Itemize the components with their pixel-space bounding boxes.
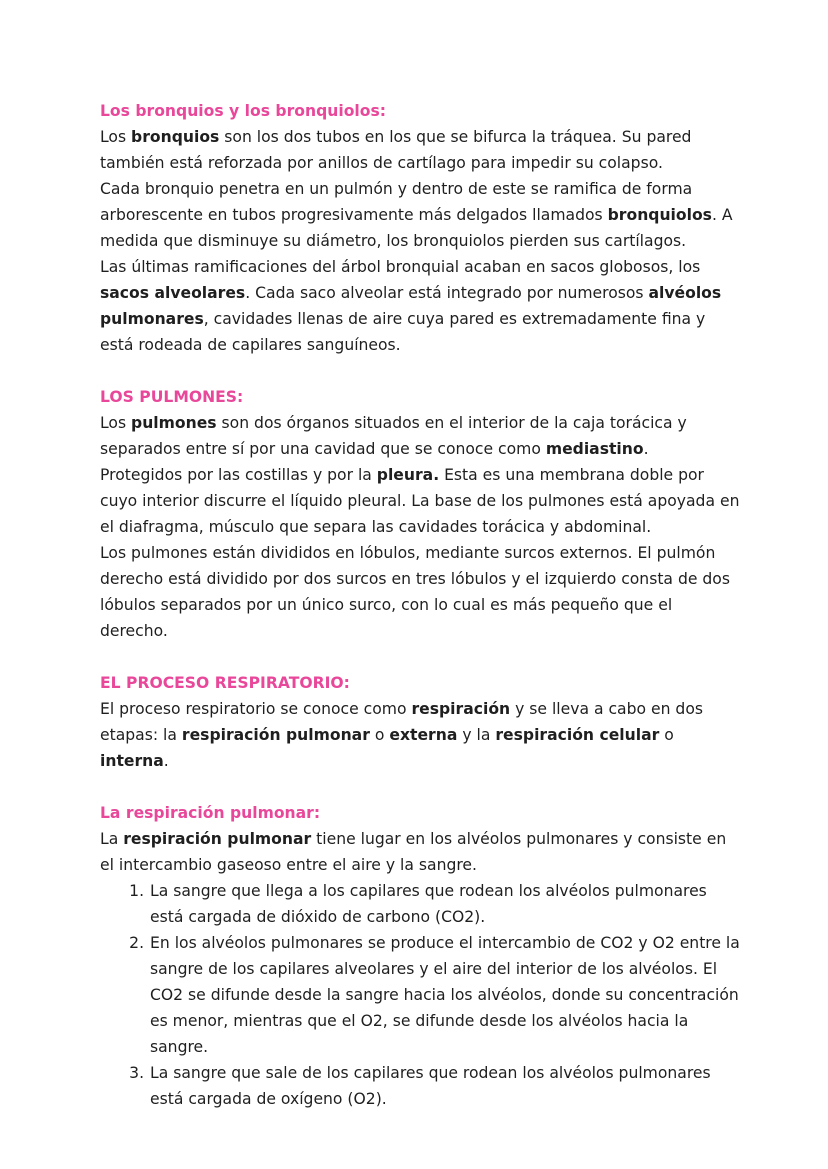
section-bronquios [100, 98, 740, 358]
paragraph: El proceso respiratorio se conoce como respiración y se lleva a cabo en dos etapas: la respiración pulmonar o externa y la respiración celular o interna. [100, 700, 703, 770]
paragraph: Cada bronquio penetra en un pulmón y dentro de este se ramifica de forma arborescente en tubos progresivamente más delgados llamados bronquiolos. A medida que disminuye su diámetro, los bronquiolos pierden sus cartílagos. [100, 180, 733, 250]
section-respiracion-pulmonar [100, 800, 740, 1112]
list-item: 2. En los alvéolos pulmonares se produce el intercambio de CO2 y O2 entre la sangre de los capilares alveolares y el aire del interior de los alvéolos. El CO2 se difunde desde la sangre hacia los alvéolos, donde su concentración es menor, mientras que el O2, se difunde desde los alvéolos hacia la sangre. [149, 930, 740, 1060]
section-heading: Los bronquios y los bronquiolos: [100, 102, 386, 120]
list-item: 3. La sangre que sale de los capilares que rodean los alvéolos pulmonares está cargada de oxígeno (O2). [149, 1060, 740, 1112]
section-pulmones [100, 384, 740, 644]
document-page [100, 98, 740, 1138]
section-heading: La respiración pulmonar: [100, 804, 321, 822]
paragraph: La respiración pulmonar tiene lugar en los alvéolos pulmonares y consiste en el intercambio gaseoso entre el aire y la sangre. [100, 830, 727, 874]
list-item: 1. La sangre que llega a los capilares que rodean los alvéolos pulmonares está cargada de dióxido de carbono (CO2). [149, 878, 740, 930]
paragraph: Los pulmones están divididos en lóbulos, mediante surcos externos. El pulmón derecho está dividido por dos surcos en tres lóbulos y el izquierdo consta de dos lóbulos separados por un único surco, con lo cual es más pequeño que el derecho. [100, 544, 730, 640]
paragraph: Las últimas ramificaciones del árbol bronquial acaban en sacos globosos, los sacos alveolares. Cada saco alveolar está integrado por numerosos alvéolos pulmonares, cavidades llenas de aire cuya pared es extremadamente fina y está rodeada de capilares sanguíneos. [100, 258, 722, 354]
numbered-list [100, 878, 740, 1112]
paragraph: Los pulmones son dos órganos situados en el interior de la caja torácica y separados entre sí por una cavidad que se conoce como mediastino. [100, 414, 687, 458]
section-heading: EL PROCESO RESPIRATORIO: [100, 674, 350, 692]
paragraph: Los bronquios son los dos tubos en los que se bifurca la tráquea. Su pared también está reforzada por anillos de cartílago para impedir su colapso. [100, 128, 692, 172]
paragraph: Protegidos por las costillas y por la pleura. Esta es una membrana doble por cuyo interior discurre el líquido pleural. La base de los pulmones está apoyada en el diafragma, músculo que separa las cavidades torácica y abdominal. [100, 466, 740, 536]
section-proceso-respiratorio [100, 670, 740, 774]
section-heading: LOS PULMONES: [100, 388, 244, 406]
